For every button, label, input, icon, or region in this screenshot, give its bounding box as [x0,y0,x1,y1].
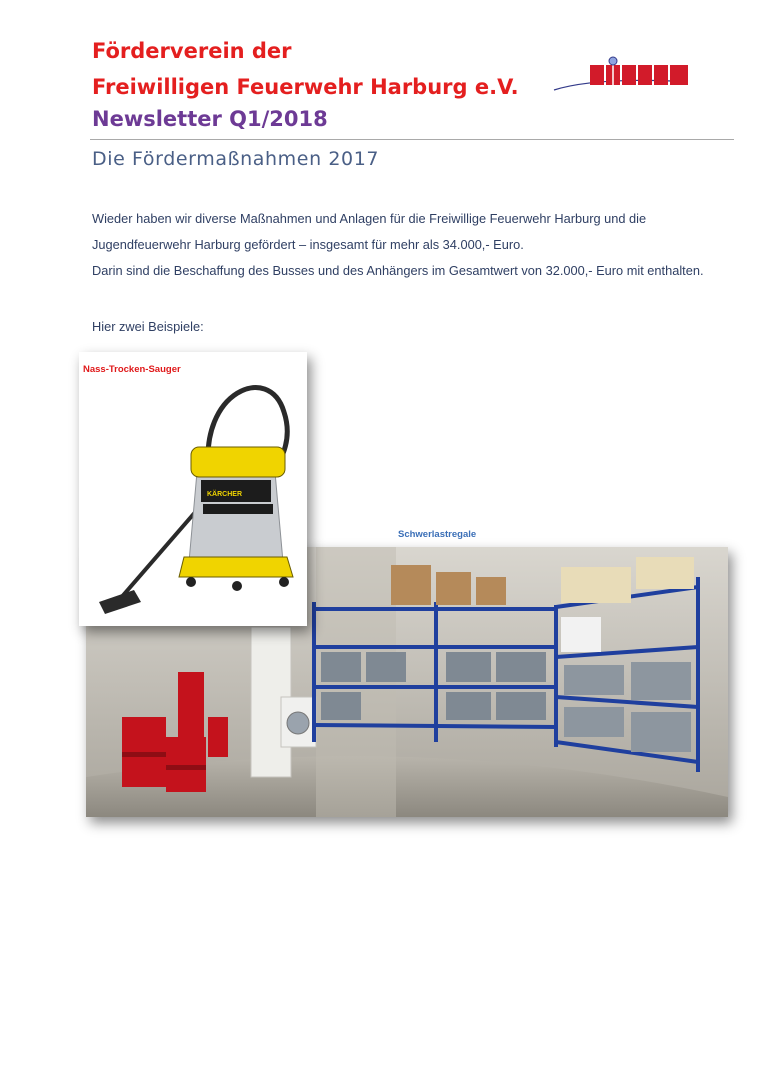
storage-caption: Schwerlastregale [398,529,477,540]
title-line-2: Freiwilligen Feuerwehr Harburg e.V. [92,75,519,99]
header-divider [90,139,734,140]
vacuum-cleaner-photo [79,352,307,626]
section-subtitle: Die Fördermaßnahmen 2017 [92,148,380,170]
intro-paragraph: Wieder haben wir diverse Maßnahmen und Anlagen für die Freiwillige Feuerwehr Harburg und die Jugendfeuerwehr Harburg gefördert – insgesamt für mehr als 34.000,- Euro. [92,211,647,252]
association-logo [552,56,694,96]
title-line-1: Förderverein der [92,39,292,63]
examples-intro: Hier zwei Beispiele: [92,319,204,334]
vacuum-caption: Nass-Trocken-Sauger [83,364,181,375]
bus-paragraph: Darin sind die Beschaffung des Busses und des Anhängers im Gesamtwert von 32.000,- Euro mit enthalten. [92,263,704,278]
vacuum-brand-label: KÄRCHER [207,491,242,498]
title-line-3: Newsletter Q1/2018 [92,107,328,131]
